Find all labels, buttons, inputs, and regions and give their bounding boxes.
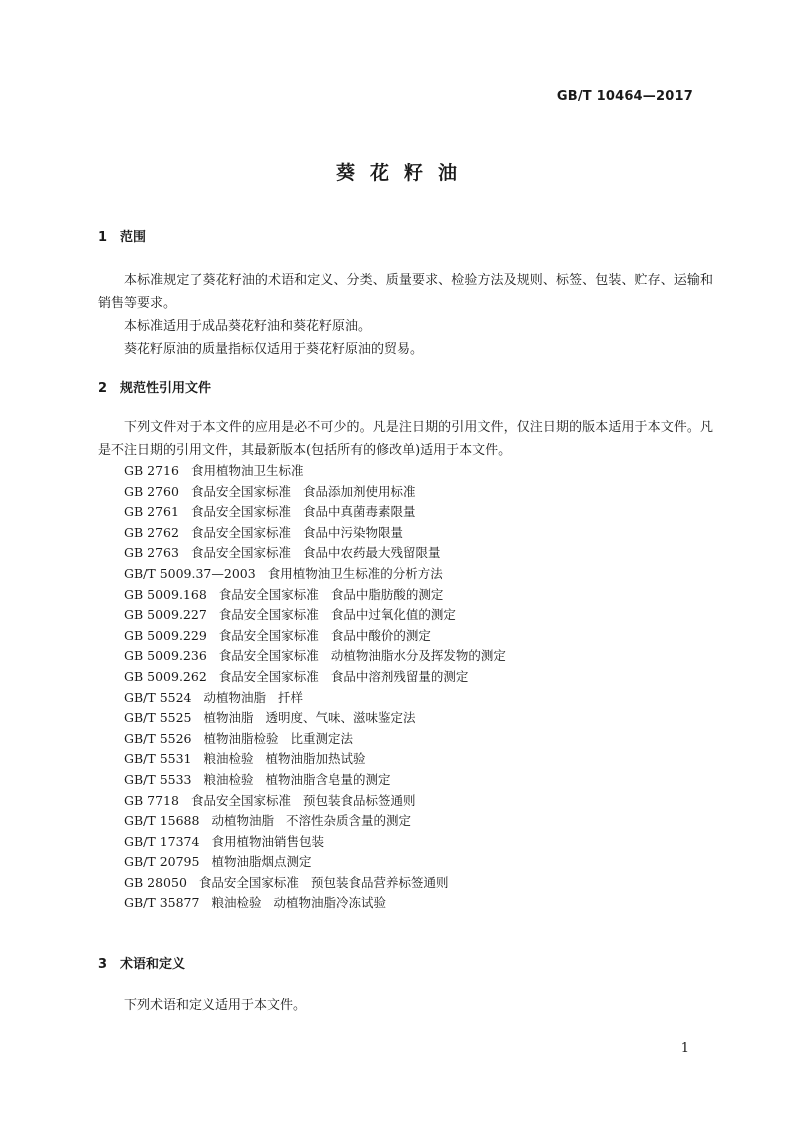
reference-subtitle: 食品中酸价的测定	[330, 627, 431, 643]
reference-title: 粮油检验	[203, 771, 254, 787]
list-item	[124, 646, 506, 667]
reference-title: 植物油脂检验	[203, 730, 279, 746]
list-item	[124, 667, 506, 688]
reference-title: 食用植物油卫生标准的分析方法	[267, 565, 443, 581]
list-item	[124, 482, 506, 503]
section-heading-scope	[98, 226, 146, 245]
section-title: 范围	[120, 230, 147, 245]
reference-code: GB/T 20795	[124, 854, 200, 870]
list-item	[124, 543, 506, 564]
list-item	[124, 708, 506, 729]
reference-code: GB 2761	[124, 504, 179, 520]
reference-subtitle: 食品添加剂使用标准	[302, 483, 416, 499]
list-item	[124, 791, 506, 812]
reference-subtitle: 食品中农药最大残留限量	[302, 545, 441, 561]
reference-title: 食品安全国家标准	[190, 792, 291, 808]
reference-subtitle: 食品中脂肪酸的测定	[330, 586, 444, 602]
scope-paragraph-1: 本标准规定了葵花籽油的术语和定义、分类、质量要求、检验方法及规则、标签、包装、贮存、运输和销售等要求。	[98, 273, 713, 311]
reference-title: 食用植物油卫生标准	[190, 463, 304, 478]
reference-subtitle: 不溶性杂质含量的测定	[285, 813, 411, 829]
reference-title: 动植物油脂	[203, 689, 267, 705]
reference-list	[124, 461, 506, 914]
list-item	[124, 688, 506, 709]
reference-title: 动植物油脂	[211, 813, 274, 829]
page-number: 1	[680, 1041, 689, 1056]
section-number: 1	[98, 230, 108, 245]
reference-code: GB/T 15688	[124, 813, 200, 829]
reference-subtitle: 预包装食品营养标签通则	[310, 874, 449, 890]
reference-subtitle: 动植物油脂冷冻试验	[273, 895, 386, 911]
reference-title: 食品安全国家标准	[190, 504, 291, 520]
list-item	[124, 749, 506, 770]
list-item	[124, 893, 506, 914]
reference-subtitle: 动植物油脂水分及挥发物的测定	[330, 648, 506, 664]
reference-code: GB/T 5524	[124, 689, 192, 705]
reference-code: GB/T 5525	[124, 710, 192, 726]
section-number: 3	[98, 957, 108, 972]
reference-subtitle: 食品中溶剂残留量的测定	[330, 668, 469, 684]
list-item	[124, 523, 506, 544]
reference-title: 食品安全国家标准	[218, 627, 319, 643]
reference-code: GB/T 5533	[124, 771, 192, 787]
standard-code: GB/T 10464—2017	[556, 89, 693, 104]
reference-title: 粮油检验	[203, 751, 254, 767]
reference-subtitle: 扦样	[278, 689, 304, 705]
section-heading-terms	[98, 953, 185, 972]
reference-title: 食品安全国家标准	[190, 483, 291, 499]
scope-paragraph-2: 本标准适用于成品葵花籽油和葵花籽原油。	[124, 319, 372, 334]
document-title: 葵花籽油	[335, 162, 472, 184]
reference-subtitle: 比重测定法	[290, 730, 354, 746]
reference-subtitle: 植物油脂加热试验	[265, 751, 366, 767]
reference-subtitle: 食品中污染物限量	[302, 524, 403, 540]
reference-subtitle: 植物油脂含皂量的测定	[265, 771, 391, 787]
section-title: 规范性引用文件	[120, 381, 212, 396]
reference-code: GB 2763	[124, 545, 179, 561]
reference-code: GB/T 5531	[124, 751, 192, 767]
reference-title: 食品安全国家标准	[218, 648, 319, 664]
reference-code: GB 5009.168	[124, 586, 207, 602]
reference-title: 食品安全国家标准	[198, 874, 299, 890]
terms-intro: 下列术语和定义适用于本文件。	[124, 998, 307, 1013]
list-item	[124, 461, 506, 482]
reference-title: 食品安全国家标准	[190, 545, 291, 561]
reference-title: 食品安全国家标准	[218, 668, 319, 684]
reference-subtitle: 食品中过氧化值的测定	[330, 607, 456, 623]
section-number: 2	[98, 381, 108, 396]
list-item	[124, 626, 506, 647]
reference-title: 食用植物油销售包装	[211, 833, 324, 849]
list-item	[124, 770, 506, 791]
reference-code: GB 2762	[124, 524, 179, 540]
reference-title: 粮油检验	[211, 895, 262, 911]
reference-title: 食品安全国家标准	[190, 524, 291, 540]
reference-title: 植物油脂烟点测定	[211, 854, 312, 870]
list-item	[124, 832, 506, 853]
reference-subtitle: 食品中真菌毒素限量	[302, 504, 416, 520]
reference-title: 食品安全国家标准	[218, 586, 319, 602]
reference-code: GB 5009.262	[124, 668, 207, 684]
reference-code: GB/T 35877	[124, 895, 200, 911]
list-item	[124, 564, 506, 585]
reference-code: GB 28050	[124, 874, 187, 890]
reference-title: 植物油脂	[203, 710, 254, 726]
reference-code: GB 7718	[124, 792, 179, 808]
reference-subtitle: 透明度、气味、滋味鉴定法	[265, 710, 416, 726]
normative-references-intro: 下列文件对于本文件的应用是必不可少的。凡是注日期的引用文件，仅注日期的版本适用于本文件。凡是不注日期的引用文件，其最新版本(包括所有的修改单)适用于本文件。	[98, 420, 713, 458]
reference-code: GB 5009.229	[124, 627, 207, 643]
list-item	[124, 873, 506, 894]
section-heading-normative-references	[98, 377, 211, 396]
reference-code: GB/T 5526	[124, 730, 192, 746]
reference-subtitle: 预包装食品标签通则	[302, 792, 416, 808]
list-item	[124, 811, 506, 832]
reference-code: GB 5009.227	[124, 607, 207, 623]
reference-code: GB/T 5009.37—2003	[124, 565, 256, 581]
list-item	[124, 605, 506, 626]
section-title: 术语和定义	[120, 957, 186, 972]
scope-paragraph-3: 葵花籽原油的质量指标仅适用于葵花籽原油的贸易。	[124, 342, 424, 357]
list-item	[124, 729, 506, 750]
reference-code: GB 2760	[124, 483, 179, 499]
reference-title: 食品安全国家标准	[218, 607, 319, 623]
list-item	[124, 585, 506, 606]
reference-code: GB/T 17374	[124, 833, 200, 849]
list-item	[124, 852, 506, 873]
reference-code: GB 5009.236	[124, 648, 207, 664]
reference-code: GB 2716	[124, 463, 179, 478]
list-item	[124, 502, 506, 523]
